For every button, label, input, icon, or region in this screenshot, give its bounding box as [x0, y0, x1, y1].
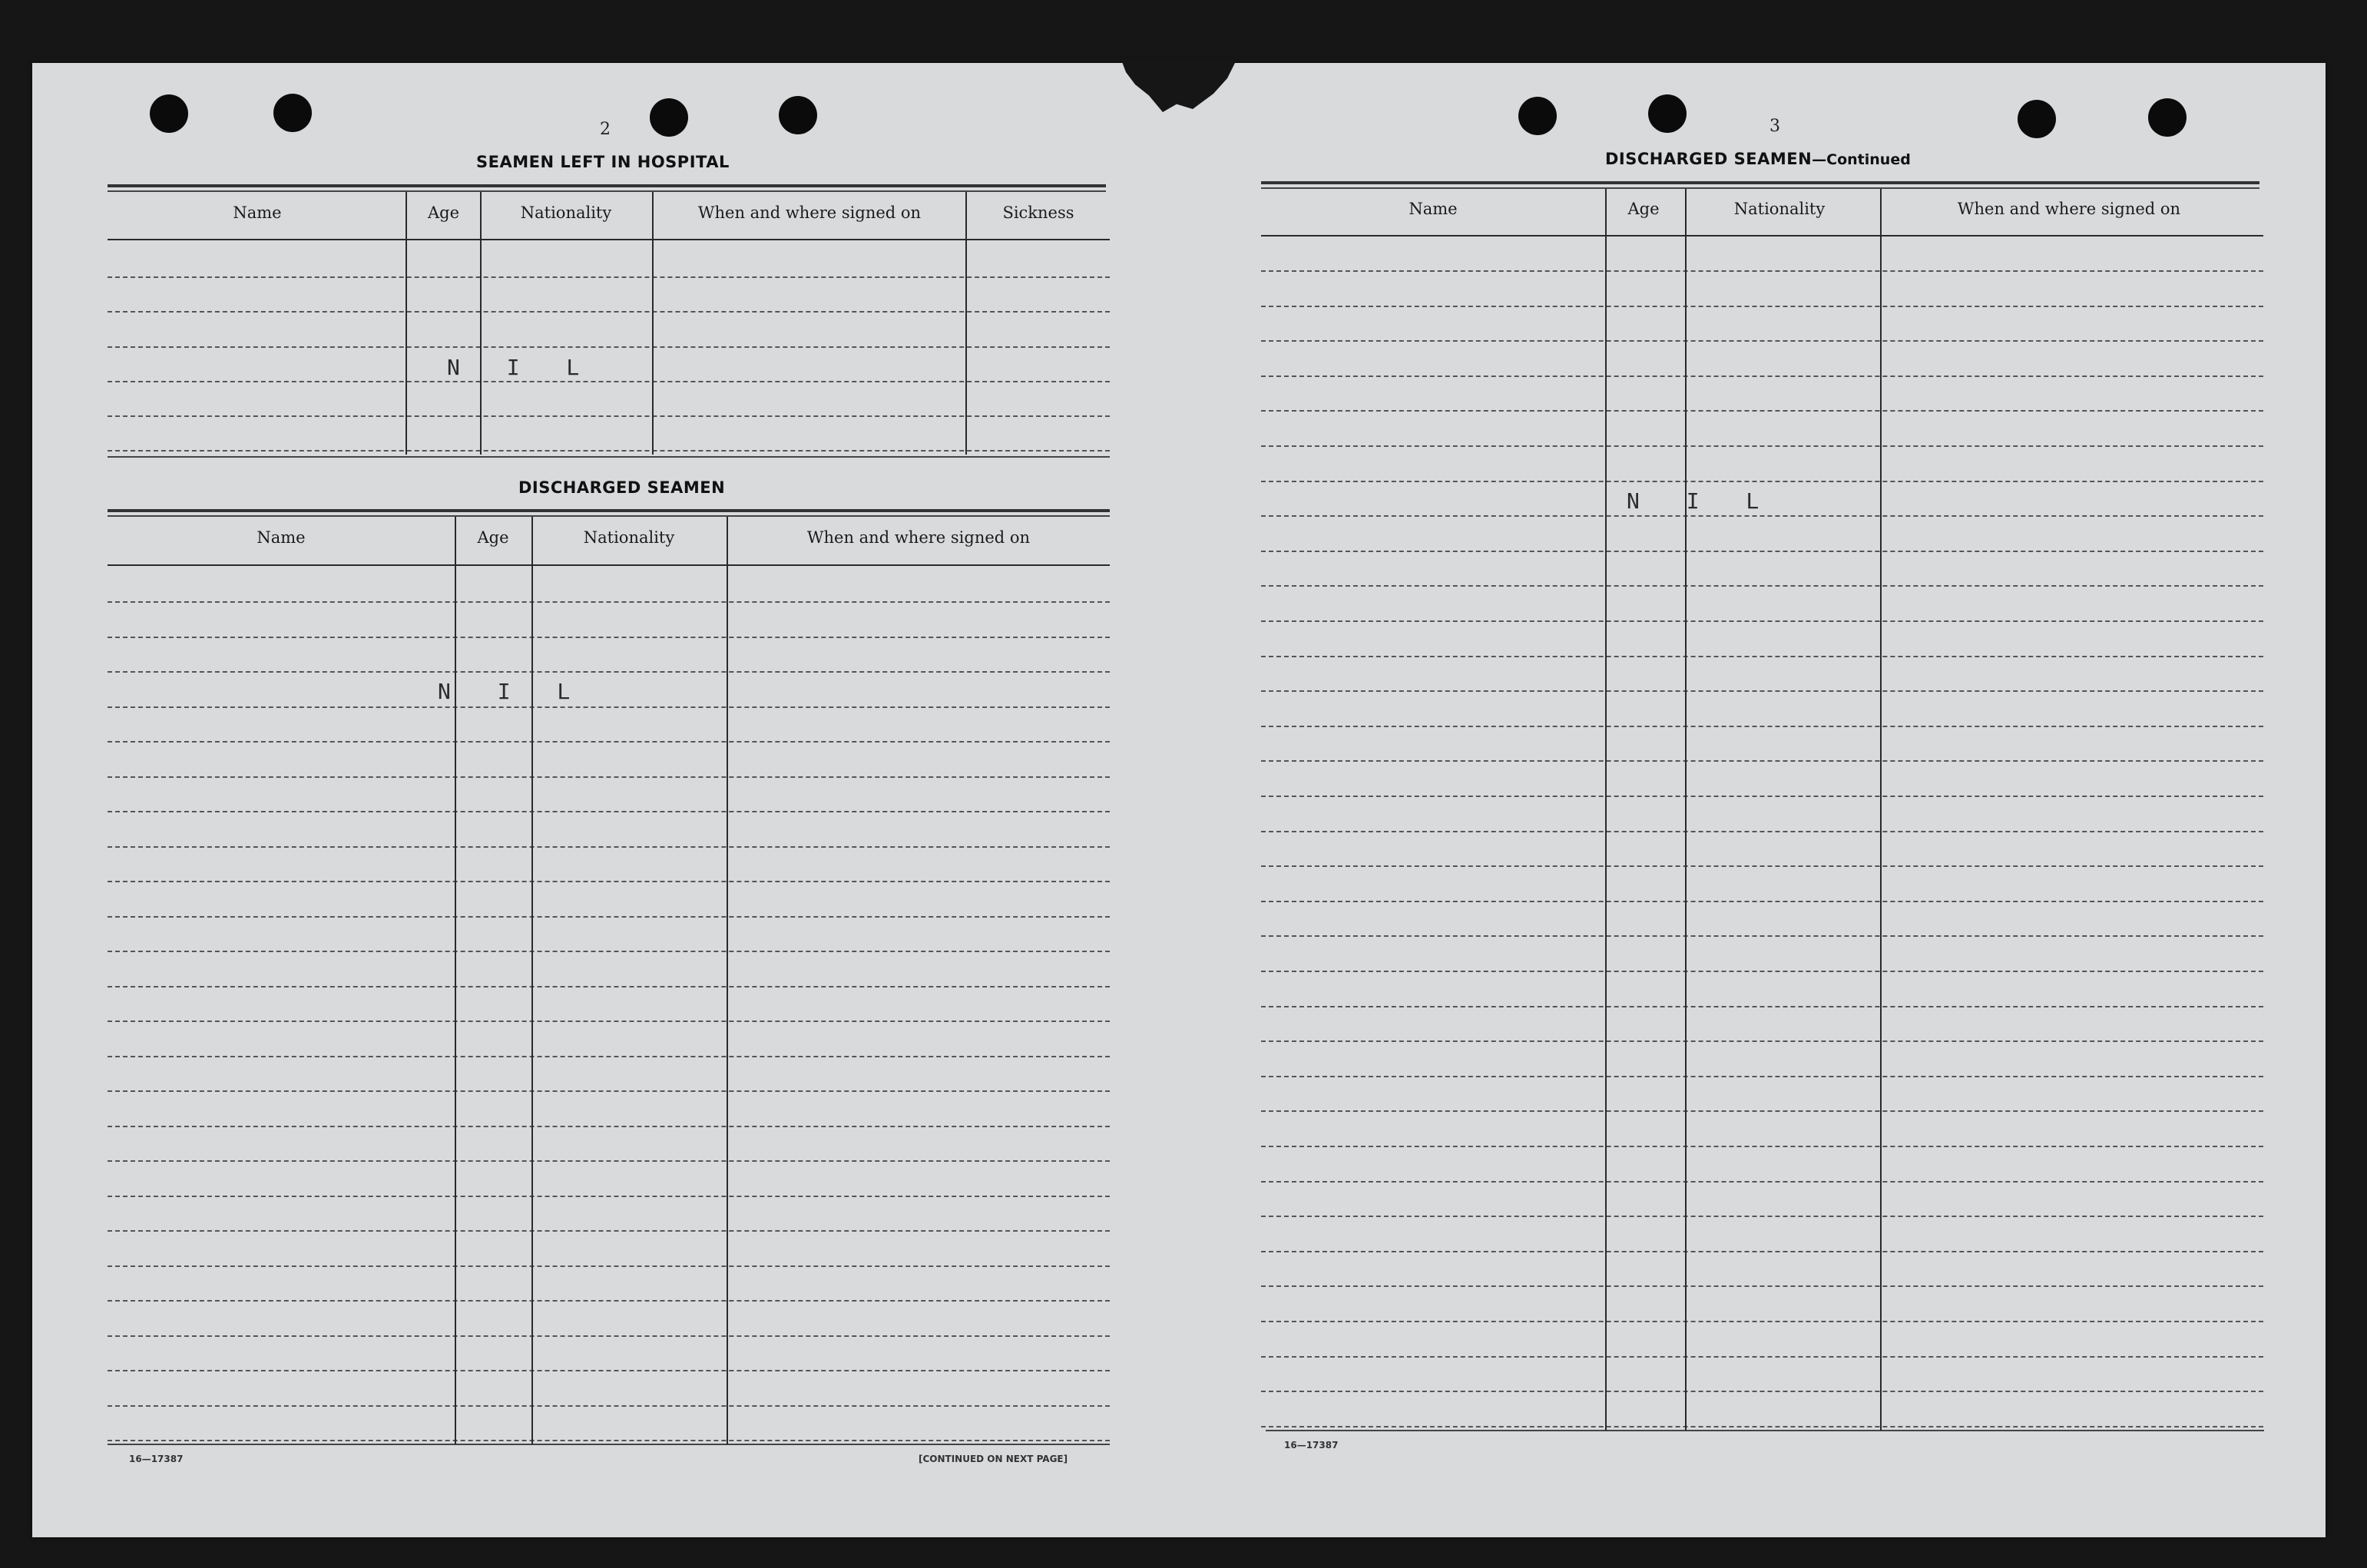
row-rule [1261, 1006, 2263, 1007]
row-rule [1261, 1321, 2263, 1322]
row-rule [108, 1370, 1110, 1371]
column-divider [1880, 189, 1882, 1431]
column-divider [531, 517, 533, 1444]
row-rule [1261, 690, 2263, 692]
punch-hole [2148, 98, 2187, 137]
row-rule [1261, 375, 2263, 377]
column-header-age: Age [427, 203, 460, 222]
title-main: DISCHARGED SEAMEN [1605, 150, 1812, 168]
double-rule [108, 515, 1110, 517]
punch-hole [2018, 100, 2056, 138]
row-rule [1261, 620, 2263, 622]
row-rule [1261, 935, 2263, 937]
row-rule [108, 1160, 1110, 1162]
column-header-age: Age [477, 528, 509, 547]
row-rule [1261, 656, 2263, 657]
row-rule [1261, 1356, 2263, 1358]
double-rule [108, 190, 1106, 192]
row-rule [1261, 1110, 2263, 1112]
column-divider [965, 192, 967, 455]
row-rule [108, 1090, 1110, 1092]
row-rule [108, 601, 1110, 603]
column-header-name: Name [257, 528, 306, 547]
punch-hole [779, 96, 817, 134]
row-rule [1261, 481, 2263, 482]
column-header-name: Name [233, 203, 282, 222]
row-rule [1261, 1146, 2263, 1147]
punch-hole [1518, 97, 1557, 135]
bottom-rule [1266, 1430, 2264, 1431]
column-divider [480, 192, 482, 455]
row-rule [1261, 551, 2263, 552]
row-rule [1261, 1040, 2263, 1042]
double-rule [1261, 181, 2259, 184]
row-rule [1261, 796, 2263, 797]
column-divider [406, 192, 407, 455]
row-rule [108, 1335, 1110, 1337]
row-rule [1261, 515, 2263, 517]
nil-entry: N I L [447, 355, 597, 380]
column-divider [1685, 189, 1687, 1431]
row-rule [1261, 726, 2263, 727]
column-header-signed-on: When and where signed on [806, 528, 1031, 547]
column-header-signed-on: When and where signed on [697, 203, 922, 222]
row-rule [108, 637, 1110, 638]
double-rule [108, 184, 1106, 187]
column-divider [652, 192, 654, 455]
row-rule [1261, 410, 2263, 412]
row-rule [108, 776, 1110, 778]
row-rule [1261, 971, 2263, 972]
row-rule [1261, 760, 2263, 762]
row-rule [1261, 1391, 2263, 1392]
punch-hole [150, 94, 188, 133]
discharged-section-title: DISCHARGED SEAMEN [518, 478, 726, 497]
punch-hole [1648, 94, 1687, 133]
header-rule [108, 564, 1110, 566]
row-rule [1261, 901, 2263, 902]
row-rule [1261, 1251, 2263, 1252]
row-rule [108, 916, 1110, 918]
row-rule [108, 1405, 1110, 1407]
row-rule [108, 881, 1110, 882]
row-rule [1261, 831, 2263, 832]
form-number: 16—17387 [1284, 1440, 1339, 1451]
row-rule [108, 1056, 1110, 1057]
form-number: 16—17387 [129, 1454, 184, 1464]
row-rule [1261, 1426, 2263, 1427]
row-rule [1261, 1216, 2263, 1217]
row-rule [108, 1021, 1110, 1022]
double-rule [108, 509, 1110, 512]
row-rule [1261, 306, 2263, 307]
bottom-rule [108, 456, 1110, 458]
row-rule [108, 986, 1110, 987]
row-rule [1261, 270, 2263, 272]
title-suffix: —Continued [1812, 151, 1911, 168]
row-rule [108, 381, 1110, 382]
row-rule [108, 741, 1110, 743]
punch-hole [650, 98, 688, 137]
nil-entry: N I L [1627, 488, 1776, 514]
row-rule [108, 311, 1110, 313]
row-rule [1261, 865, 2263, 867]
continued-note: [CONTINUED ON NEXT PAGE] [919, 1454, 1068, 1464]
column-divider [455, 517, 456, 1444]
row-rule [108, 706, 1110, 708]
row-rule [108, 671, 1110, 673]
punch-hole [273, 94, 312, 132]
row-rule [108, 811, 1110, 812]
double-rule [1261, 187, 2259, 189]
row-rule [108, 1300, 1110, 1302]
column-header-age: Age [1627, 200, 1660, 218]
column-divider [1605, 189, 1607, 1431]
discharged-continued-title [1605, 150, 1911, 168]
row-rule [108, 846, 1110, 848]
row-rule [108, 346, 1110, 348]
column-header-sickness: Sickness [1002, 203, 1074, 222]
row-rule [108, 1265, 1110, 1267]
bottom-rule [108, 1444, 1110, 1445]
column-header-signed-on: When and where signed on [1957, 200, 2181, 218]
nil-entry: N I L [438, 679, 588, 704]
row-rule [1261, 1076, 2263, 1077]
row-rule [108, 415, 1110, 417]
row-rule [108, 1196, 1110, 1197]
column-header-nationality: Nationality [583, 528, 675, 547]
header-rule [108, 239, 1110, 240]
column-header-name: Name [1409, 200, 1458, 218]
column-divider [727, 517, 728, 1444]
row-rule [108, 1440, 1110, 1441]
row-rule [108, 276, 1110, 278]
document-sheet [32, 63, 2326, 1537]
column-header-nationality: Nationality [520, 203, 612, 222]
page-number: 3 [1769, 117, 1780, 136]
row-rule [108, 450, 1110, 452]
row-rule [108, 1230, 1110, 1232]
row-rule [1261, 340, 2263, 342]
header-rule [1261, 235, 2263, 237]
row-rule [1261, 585, 2263, 587]
row-rule [108, 951, 1110, 952]
hospital-section-title: SEAMEN LEFT IN HOSPITAL [476, 153, 730, 171]
row-rule [1261, 1285, 2263, 1287]
column-header-nationality: Nationality [1733, 200, 1826, 218]
page-number: 2 [600, 120, 611, 139]
row-rule [108, 1126, 1110, 1127]
row-rule [1261, 1181, 2263, 1183]
row-rule [1261, 445, 2263, 447]
